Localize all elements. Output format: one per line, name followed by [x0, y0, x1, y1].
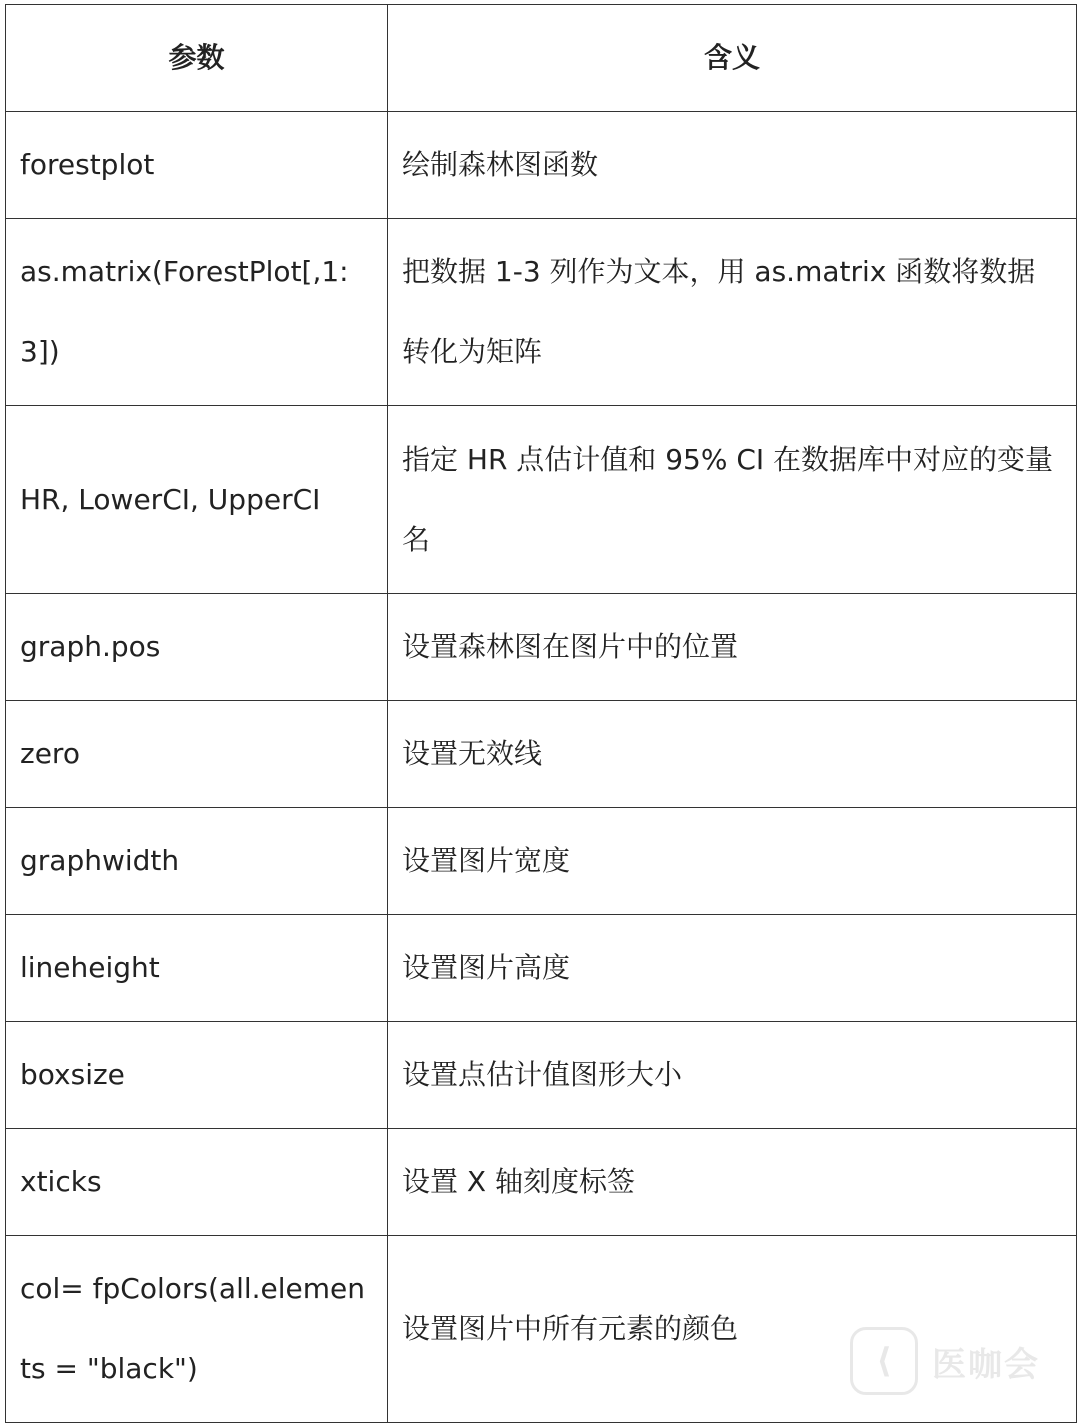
row-param: col= fpColors(all.elements = "black"): [6, 1236, 388, 1423]
row-meaning: 设置无效线: [388, 701, 1077, 808]
row-meaning: 设置图片中所有元素的颜色: [388, 1236, 1077, 1423]
row-param: graph.pos: [6, 594, 388, 701]
row-meaning: 绘制森林图函数: [388, 112, 1077, 219]
row-meaning: 把数据 1-3 列作为文本，用 as.matrix 函数将数据转化为矩阵: [388, 219, 1077, 406]
row-param: as.matrix(ForestPlot[,1:3]): [6, 219, 388, 406]
table-row: [6, 1129, 1077, 1236]
row-param: lineheight: [6, 915, 388, 1022]
row-meaning: 设置图片宽度: [388, 808, 1077, 915]
header-meaning: 含义: [388, 5, 1077, 112]
row-param: graphwidth: [6, 808, 388, 915]
row-meaning: 指定 HR 点估计值和 95% CI 在数据库中对应的变量名: [388, 406, 1077, 594]
table-row: [6, 219, 1077, 406]
table-row: [6, 808, 1077, 915]
row-param: boxsize: [6, 1022, 388, 1129]
row-param: HR, LowerCI, UpperCI: [6, 406, 388, 594]
row-param: forestplot: [6, 112, 388, 219]
row-param: zero: [6, 701, 388, 808]
parameter-table: [5, 4, 1077, 1423]
table-header-row: [6, 5, 1077, 112]
table-row: [6, 594, 1077, 701]
row-meaning: 设置图片高度: [388, 915, 1077, 1022]
table-row: [6, 701, 1077, 808]
table-row: [6, 112, 1077, 219]
watermark-logo-icon: ⟨: [850, 1327, 918, 1395]
watermark-text: 医咖会: [932, 1344, 1040, 1385]
table-row: [6, 915, 1077, 1022]
table-row: [6, 406, 1077, 594]
table-row: [6, 1236, 1077, 1423]
row-meaning: 设置森林图在图片中的位置: [388, 594, 1077, 701]
row-param: xticks: [6, 1129, 388, 1236]
header-param: 参数: [6, 5, 388, 112]
row-meaning: 设置 X 轴刻度标签: [388, 1129, 1077, 1236]
table-row: [6, 1022, 1077, 1129]
row-meaning: 设置点估计值图形大小: [388, 1022, 1077, 1129]
